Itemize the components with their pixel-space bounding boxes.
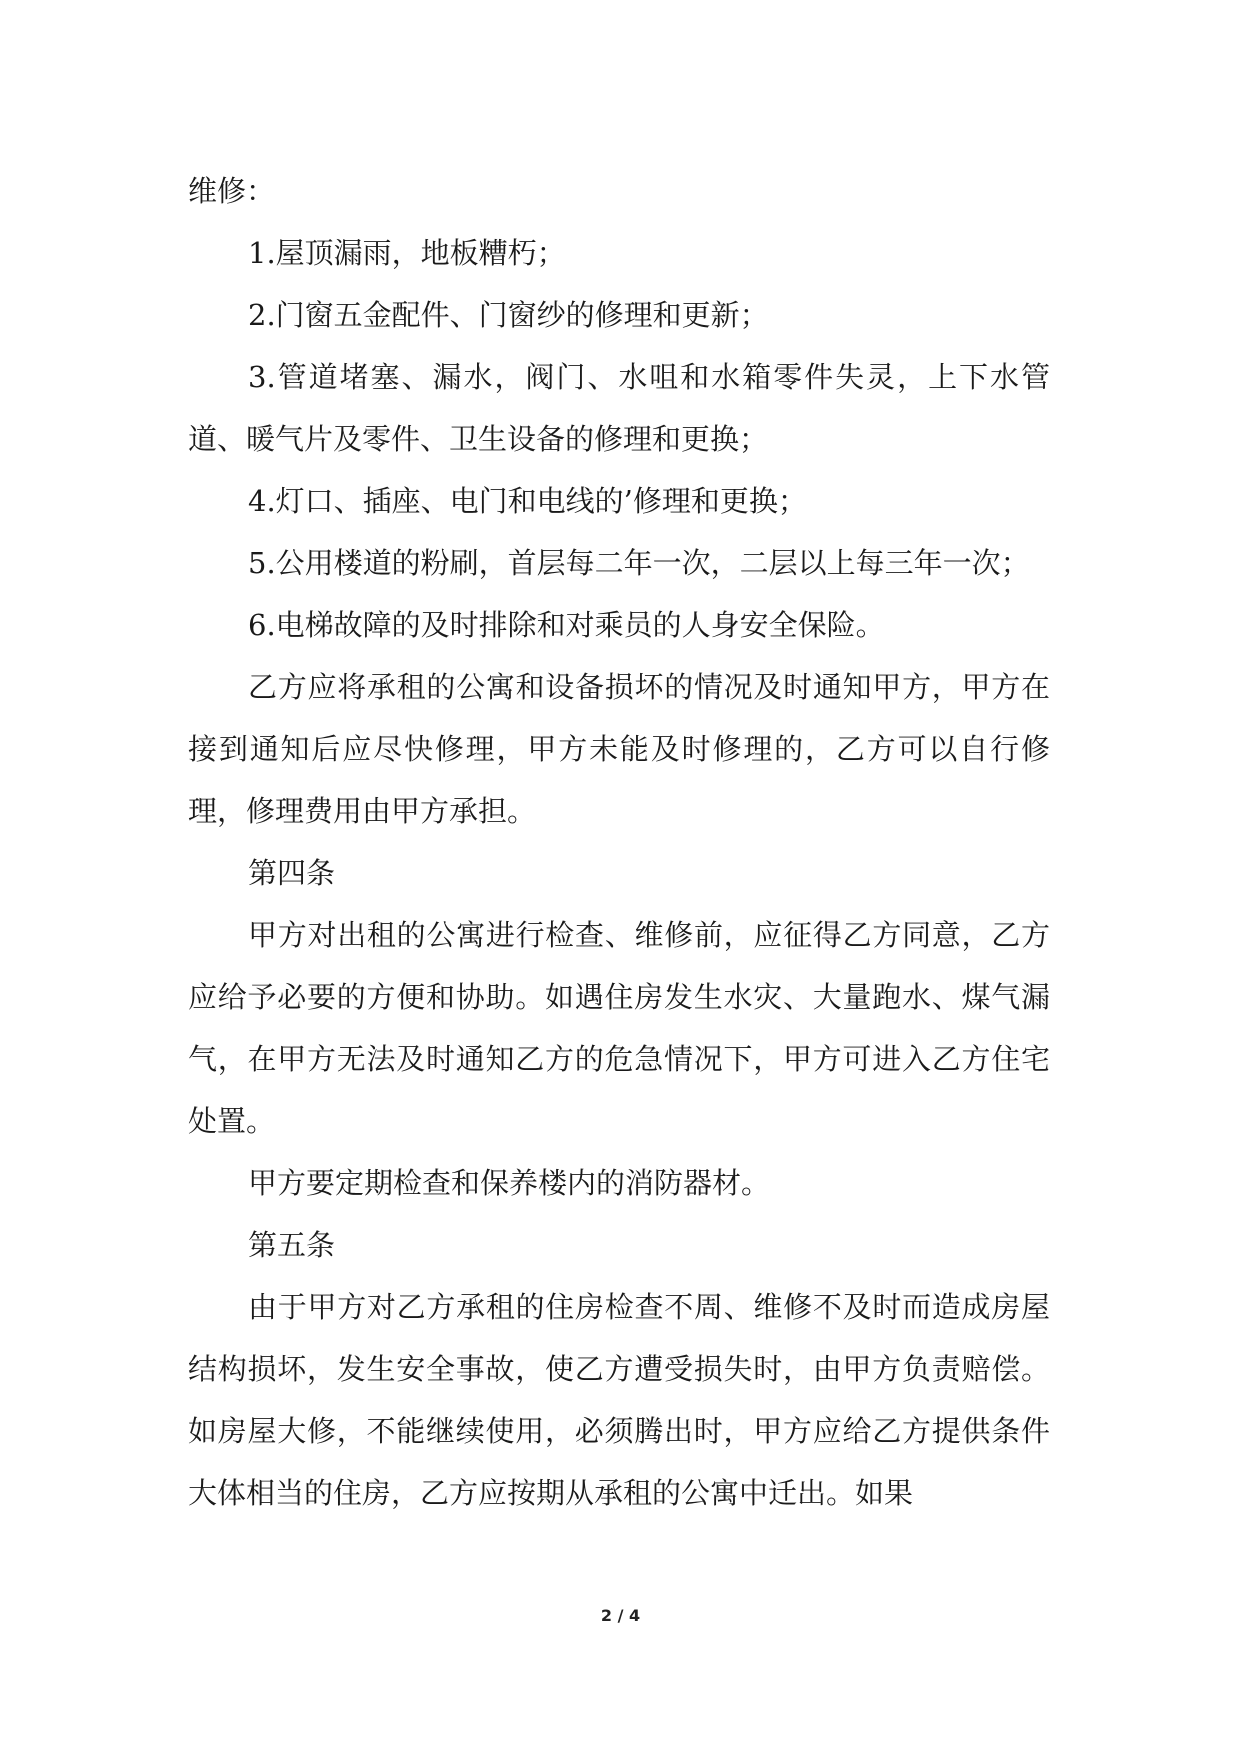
paragraph-notify-repair: 乙方应将承租的公寓和设备损坏的情况及时通知甲方，甲方在接到通知后应尽快修理，甲方未能及时修理的，乙方可以自行修理，修理费用由甲方承担。 — [188, 670, 1050, 828]
paragraph-compensation: 由于甲方对乙方承租的住房检查不周、维修不及时而造成房屋结构损坏，发生安全事故，使乙方遭受损失时，由甲方负责赔偿。如房屋大修，不能继续使用，必须腾出时，甲方应给乙方提供条件大体相当的住房，乙方应按期从承租的公寓中迁出。如果 — [188, 1290, 1050, 1510]
paragraph-fire-equipment: 甲方要定期检查和保养楼内的消防器材。 — [248, 1166, 771, 1200]
page-number: 2 / 4 — [600, 1606, 641, 1625]
list-item-3: 3.管道堵塞、漏水，阀门、水咀和水箱零件失灵，上下水管道、暖气片及零件、卫生设备的修理和更换； — [188, 360, 1050, 456]
paragraph-inspection: 甲方对出租的公寓进行检查、维修前，应征得乙方同意，乙方应给予必要的方便和协助。如遇住房发生水灾、大量跑水、煤气漏气，在甲方无法及时通知乙方的危急情况下，甲方可进入乙方住宅处置。 — [188, 918, 1050, 1138]
document-body — [188, 160, 1050, 1524]
list-item-6: 6.电梯故障的及时排除和对乘员的人身安全保险。 — [248, 608, 885, 642]
list-item-5: 5.公用楼道的粉刷，首层每二年一次，二层以上每三年一次； — [248, 546, 1030, 580]
list-item-4: 4.灯口、插座、电门和电线的’修理和更换； — [248, 484, 807, 518]
article-heading-4: 第四条 — [248, 856, 336, 890]
list-item-2: 2.门窗五金配件、门窗纱的修理和更新； — [248, 298, 769, 332]
paragraph-repair-intro: 维修： — [188, 174, 276, 208]
article-heading-5: 第五条 — [248, 1228, 336, 1262]
list-item-1: 1.屋顶漏雨，地板糟朽； — [248, 236, 566, 270]
